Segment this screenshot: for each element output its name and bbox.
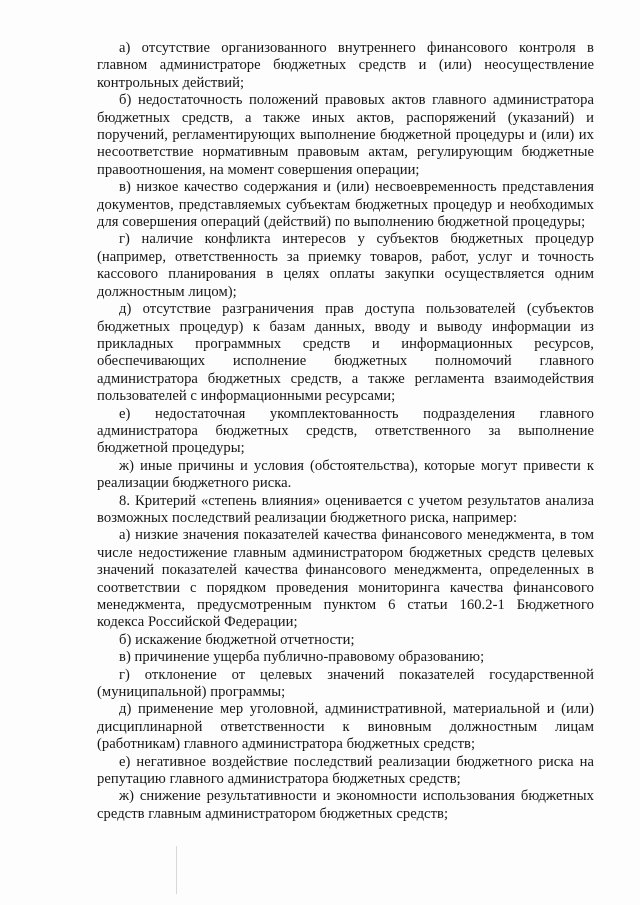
paragraph-cause-a: а) отсутствие организованного внутреннего финансового контроля в главном администраторе бюджетных средств и (или) неосуществление контрольных действий; — [97, 40, 594, 91]
paragraph-cause-e: е) недостаточная укомплектованность подразделения главного администратора бюджетных средств, ответственного за выполнение бюджетной процедуры; — [97, 405, 594, 457]
paragraph-cause-d: д) отсутствие разграничения прав доступа пользователей (субъектов бюджетных процедур) к базам данных, вводу и выводу информации из прикладных программных средств и информационных ресурсов, обеспечивающих исполнение бюджетных полномочий главного администратора бюджетных средств, а также регламента взаимодействия пользователей с информационными ресурсами; — [97, 301, 594, 405]
paragraph-impact-b: б) искажение бюджетной отчетности; — [119, 631, 355, 648]
paragraph-cause-g: г) наличие конфликта интересов у субъектов бюджетных процедур (например, ответственность за приемку товаров, работ, услуг и точность кассового планирования в целях оплаты закупки осуществляется одним должностным лицом); — [97, 231, 594, 300]
scan-artifact-line — [176, 846, 177, 894]
paragraph-impact-v: в) причинение ущерба публично-правовому образованию; — [119, 649, 485, 666]
paragraph-impact-zh: ж) снижение результативности и экономности использования бюджетных средств главным администратором бюджетных средств; — [97, 788, 594, 822]
paragraph-impact-a: а) низкие значения показателей качества финансового менеджмента, в том числе недостижение главным администратором бюджетных средств целевых значений показателей качества финансового менеджмента, определенных в соответствии с порядком проведения мониторинга качества финансового менеджмента, предусмотренным пунктом 6 статьи 160.2-1 Бюджетного кодекса Российской Федерации; — [97, 527, 594, 631]
paragraph-criterion-8: 8. Критерий «степень влияния» оценивается с учетом результатов анализа возможных последствий реализации бюджетного риска, например: — [97, 492, 594, 526]
paragraph-cause-b: б) недостаточность положений правовых актов главного администратора бюджетных средств, а также иных актов, распоряжений (указаний) и поручений, регламентирующих выполнение бюджетной процедуры и (или) их несоответствие нормативным правовым актам, регулирующим бюджетные правоотношения, на момент совершения операции; — [97, 92, 594, 178]
paragraph-cause-zh: ж) иные причины и условия (обстоятельства), которые могут привести к реализации бюджетного риска. — [97, 457, 594, 492]
paragraph-impact-d: д) применение мер уголовной, административной, материальной и (или) дисциплинарной ответственности к виновным должностным лицам (работникам) главного администратора бюджетных средств; — [97, 701, 594, 753]
document-body — [97, 40, 594, 823]
paragraph-impact-e: е) негативное воздействие последствий реализации бюджетного риска на репутацию главного администратора бюджетных средств; — [97, 753, 594, 788]
paragraph-cause-v: в) низкое качество содержания и (или) несвоевременность представления документов, представляемых субъектам бюджетных процедур и необходимых для совершения операций (действий) по выполнению бюджетной процедуры; — [97, 179, 594, 231]
paragraph-impact-g: г) отклонение от целевых значений показателей государственной (муниципальной) программы; — [97, 666, 594, 701]
